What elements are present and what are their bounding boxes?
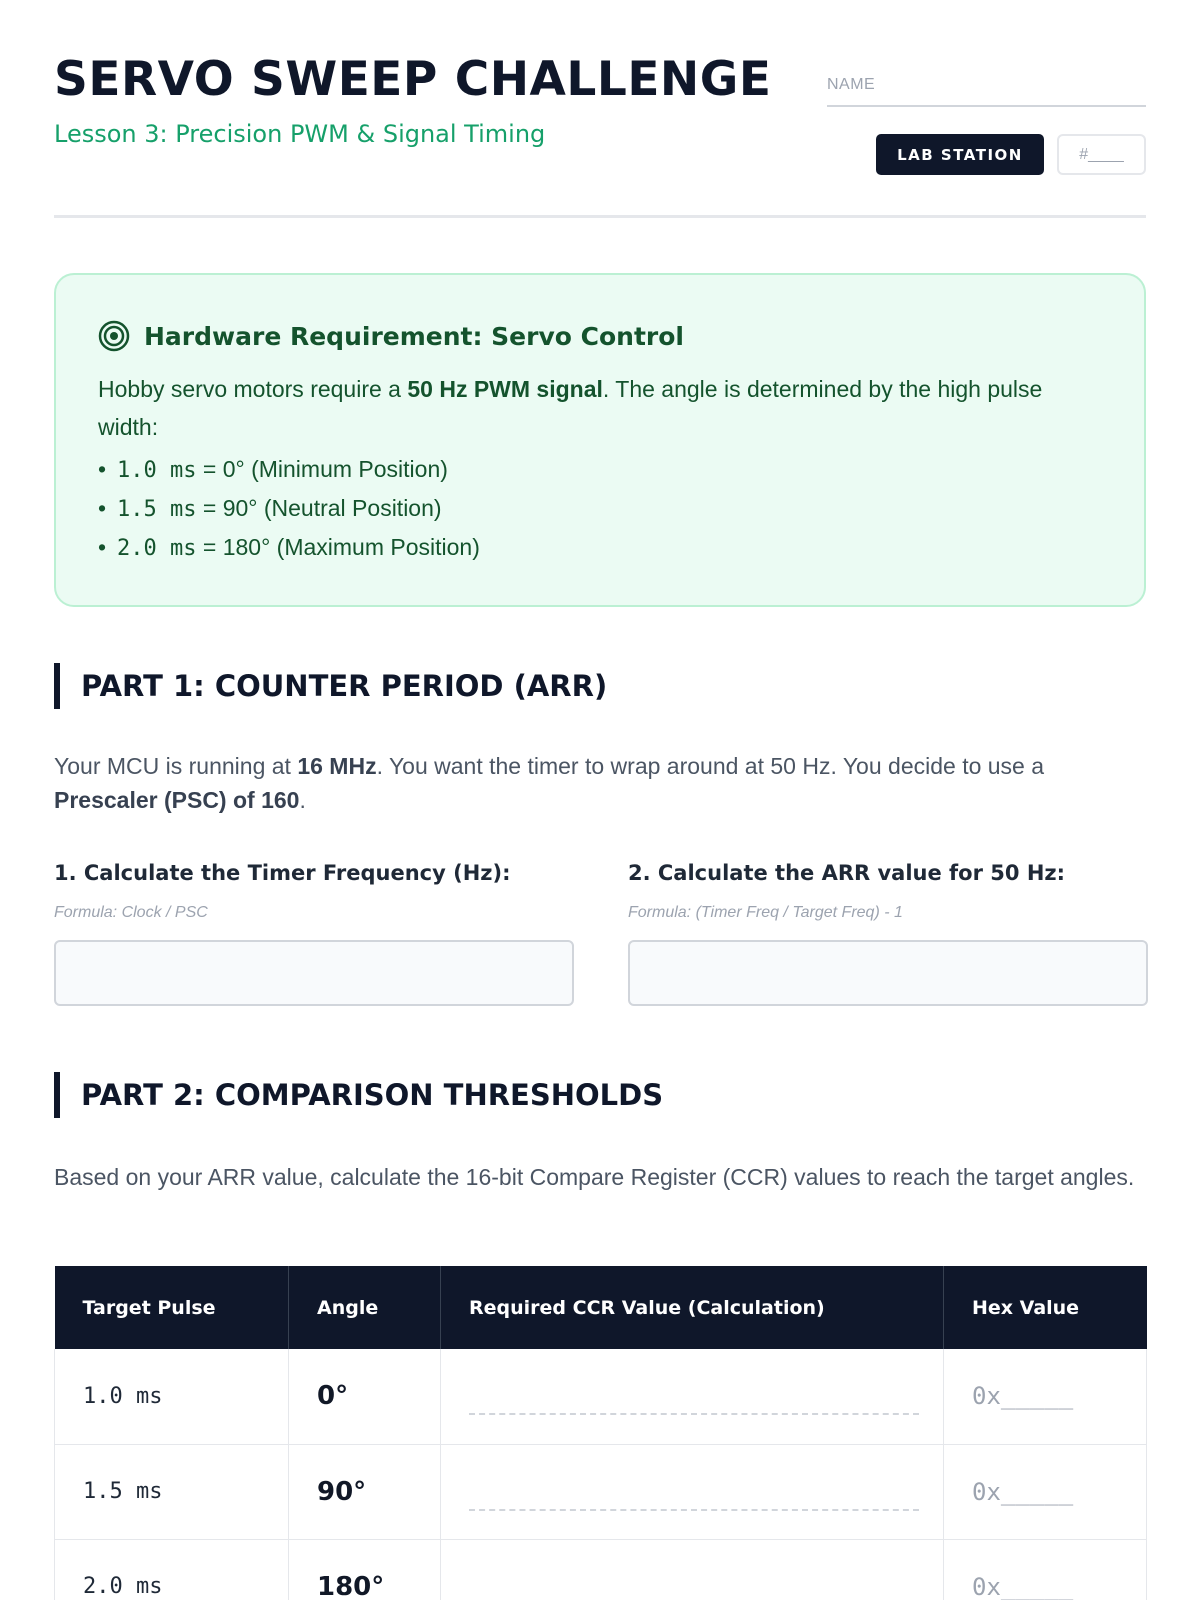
column-header: Target Pulse bbox=[55, 1266, 289, 1349]
name-label: NAME bbox=[827, 76, 876, 93]
table-row bbox=[55, 1444, 1147, 1539]
pulse-description: = 90° (Neutral Position) bbox=[196, 495, 442, 521]
pulse-value: 1.0 ms bbox=[117, 458, 197, 483]
lab-station-badge: LAB STATION bbox=[876, 134, 1044, 175]
header-divider bbox=[54, 215, 1146, 218]
part2-text: Based on your ARR value, calculate the 16-bit Compare Register (CCR) values to reach the target angles. bbox=[54, 1164, 1135, 1190]
q2-label: 2. Calculate the ARR value for 50 Hz: bbox=[628, 861, 1066, 885]
part1-text-a: Your MCU is running at bbox=[54, 753, 298, 779]
angle-value: 0° bbox=[317, 1381, 349, 1412]
part1-prescaler-value: Prescaler (PSC) of 160 bbox=[54, 787, 300, 813]
column-header: Angle bbox=[289, 1266, 441, 1349]
requirement-text-start: Hobby servo motors require a bbox=[98, 376, 408, 402]
part1-title: PART 1: COUNTER PERIOD (ARR) bbox=[81, 669, 608, 703]
pulse-value: 1.5 ms bbox=[117, 497, 197, 522]
requirement-text-end: . The angle is determined by the high pulse width: bbox=[98, 376, 1043, 440]
requirement-text-bold: 50 Hz PWM signal bbox=[407, 376, 603, 402]
section-accent-bar bbox=[54, 663, 60, 709]
page-subtitle: Lesson 3: Precision PWM & Signal Timing bbox=[54, 120, 546, 148]
target-icon bbox=[98, 320, 130, 352]
target-pulse: 1.5 ms bbox=[83, 1479, 163, 1504]
part1-heading bbox=[54, 663, 607, 709]
section-accent-bar bbox=[54, 1072, 60, 1118]
pulse-description: = 180° (Maximum Position) bbox=[196, 534, 480, 560]
angle-value: 90° bbox=[317, 1476, 367, 1507]
hex-answer-field[interactable]: 0x_____ bbox=[972, 1572, 1074, 1600]
ccr-answer-line[interactable] bbox=[469, 1483, 919, 1511]
table-row bbox=[55, 1539, 1147, 1600]
worksheet-page bbox=[54, 0, 1146, 1600]
part1-clock-value: 16 MHz bbox=[297, 753, 377, 779]
hex-answer-field[interactable]: 0x_____ bbox=[972, 1382, 1074, 1411]
part2-title: PART 2: COMPARISON THRESHOLDS bbox=[81, 1078, 664, 1112]
list-item: • 2.0 ms = 180° (Maximum Position) bbox=[98, 534, 480, 561]
ccr-table bbox=[54, 1266, 1146, 1600]
angle-value: 180° bbox=[317, 1571, 385, 1600]
arr-value-question bbox=[628, 858, 1148, 1006]
list-item: • 1.5 ms = 90° (Neutral Position) bbox=[98, 495, 442, 522]
timer-frequency-question bbox=[54, 858, 574, 1006]
table-row bbox=[55, 1349, 1147, 1444]
requirement-title: Hardware Requirement: Servo Control bbox=[144, 321, 684, 351]
q1-formula: Formula: Clock / PSC bbox=[54, 904, 208, 921]
page-title: SERVO SWEEP CHALLENGE bbox=[54, 52, 772, 107]
q2-formula: Formula: (Timer Freq / Target Freq) - 1 bbox=[628, 904, 903, 921]
requirement-text bbox=[98, 370, 1098, 446]
target-pulse: 2.0 ms bbox=[83, 1574, 163, 1599]
ccr-answer-line[interactable] bbox=[469, 1387, 919, 1415]
column-header: Required CCR Value (Calculation) bbox=[441, 1266, 944, 1349]
requirement-title-row bbox=[98, 319, 684, 353]
pulse-value: 2.0 ms bbox=[117, 536, 197, 561]
q1-label: 1. Calculate the Timer Frequency (Hz): bbox=[54, 861, 511, 885]
hex-answer-field[interactable]: 0x_____ bbox=[972, 1477, 1074, 1506]
station-number-field[interactable]: #____ bbox=[1057, 134, 1146, 175]
timer-frequency-input[interactable] bbox=[54, 940, 574, 1006]
part2-heading bbox=[54, 1072, 663, 1118]
table-header-row bbox=[55, 1266, 1147, 1349]
ccr-answer-line[interactable] bbox=[469, 1578, 919, 1600]
part1-text-c: . bbox=[299, 787, 306, 813]
pulse-width-list bbox=[98, 450, 480, 567]
name-field[interactable] bbox=[827, 72, 1146, 107]
worksheet-header bbox=[54, 0, 1146, 220]
hardware-requirement-box bbox=[54, 273, 1146, 607]
list-item: • 1.0 ms = 0° (Minimum Position) bbox=[98, 456, 448, 483]
target-pulse: 1.0 ms bbox=[83, 1383, 163, 1409]
pulse-description: = 0° (Minimum Position) bbox=[196, 456, 448, 482]
column-header: Hex Value bbox=[972, 1296, 1080, 1319]
part1-text-b: . You want the timer to wrap around at 50 Hz. You decide to use a bbox=[376, 753, 1045, 779]
arr-value-input[interactable] bbox=[628, 940, 1148, 1006]
part1-text bbox=[54, 749, 1146, 817]
